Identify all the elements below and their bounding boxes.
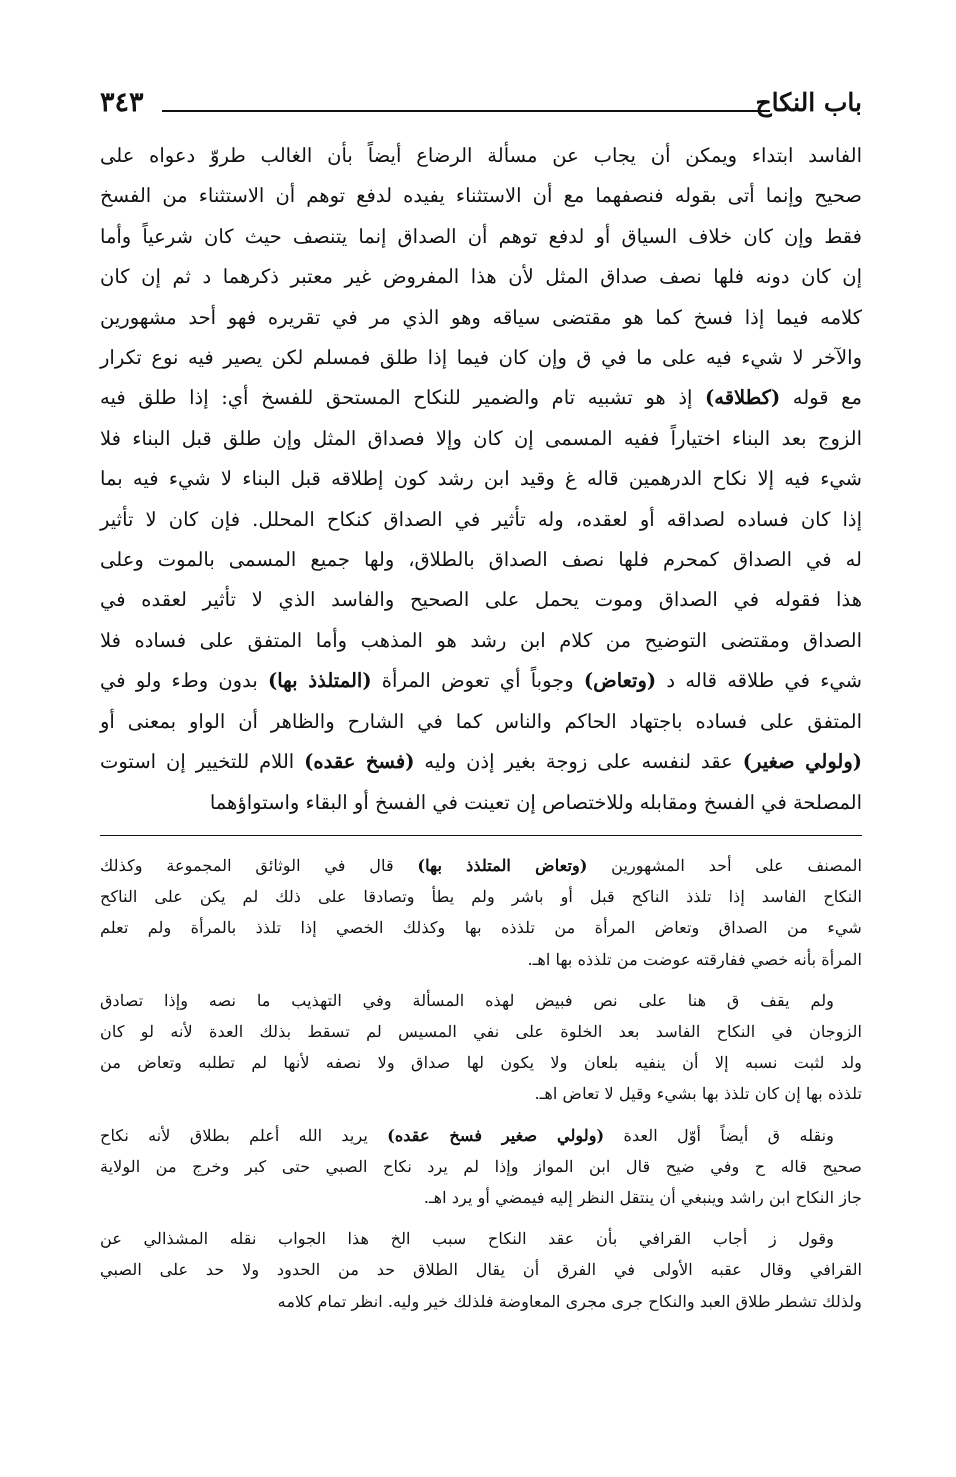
text-line (100, 985, 862, 1016)
note-paragraph (100, 985, 862, 1110)
note-paragraph (100, 1223, 862, 1317)
text-line (100, 1182, 862, 1213)
text-line (100, 850, 862, 881)
text-line (100, 459, 862, 499)
text-line (100, 540, 862, 580)
text-run: وجوباً أي تعوض المرأة (371, 669, 584, 693)
text-run: الفاسد ابتداء ويمكن أن يجاب عن مسألة الرضاع أيضاً بأن الغالب طروّ دعواه على (100, 144, 862, 167)
text-line (100, 1047, 862, 1078)
text-run: ولذلك تشطر طلاق العبد والنكاح جرى مجرى المعاوضة فلذلك خير وليه. انظر تمام كلامه (277, 1291, 862, 1311)
bold-lemma: (وتعاض المتلذذ بها) (417, 855, 588, 875)
text-run: النكاح الفاسد إذا تلذذ الناكح قبل أو باشر ولم يطأ وتصادقا على ذلك لم يكن على الناكح (100, 887, 862, 907)
running-header (100, 84, 862, 124)
text-run: إذ هو تشبيه تام والضمير للنكاح المستحق للفسخ أي: إذا طلق فيه (100, 386, 706, 410)
text-run: ولم يقف ق هنا على نص فبيض لهذه المسألة وفي التهذيب ما نصه وإذا تصادق (100, 990, 834, 1010)
text-run: هذا فقوله في الصداق وموت يحمل على الصحيح والفاسد الذي لا تأثير لعقده في (100, 588, 862, 612)
text-line (100, 1254, 862, 1285)
text-line (100, 338, 862, 378)
text-run: ولد لثبت نسبه إلا أن ينفيه بلعان ولا يكون لها صداق ولا نصفه لأنها لم تطلبه وتعاض من (100, 1053, 862, 1073)
text-run: فقط وإن كان خلاف السياق أو لدفع توهم أن الصداق إنما يتنصف حيث كان شرعياً وأما (100, 224, 862, 248)
text-run: إذا كان فساده لصداقه أو لعقده، وله تأثير في الصداق كنكاح المحلل. فإن كان لا تأثير (100, 507, 862, 531)
text-run: جاز النكاح ابن راشد وينبغي أن ينتقل النظر إليه فيمضي أو يرد اهـ. (423, 1187, 862, 1207)
footnote-divider (100, 835, 862, 836)
text-run: شيء من الصداق وتعاض المرأة من تلذذه بها وكذلك الخصي إذا تلذذ بالمرأة ولم تعلم (100, 918, 862, 938)
text-line (100, 136, 862, 176)
text-line (100, 1223, 862, 1254)
bold-lemma: (ولولي صغير) (742, 750, 862, 774)
text-line (100, 378, 862, 418)
text-line (100, 419, 862, 459)
text-run: عقد لنفسه على زوجة بغير إذن وليه (414, 750, 743, 774)
bold-lemma: (ولولي صغير فسخ عقده) (387, 1125, 605, 1145)
page-number: ٣٤٣ (100, 87, 144, 118)
text-line (100, 257, 862, 297)
text-line (100, 1016, 862, 1047)
text-run: بدون وطء ولو في (100, 669, 269, 693)
text-run: شيء فيه إلا نكاح الدرهمين قاله غ وقيد ابن رشد كون إطلاقه قبل البناء لا شيء فيه بما (100, 467, 862, 491)
text-line (100, 621, 862, 661)
commentary-notes (100, 850, 862, 1317)
text-line (100, 500, 862, 540)
text-line (100, 1151, 862, 1182)
text-run: إن كان دونه فلها نصف صداق المثل لأن هذا المفروض غير معتبر ذكرهما د ثم إن كان (100, 265, 862, 289)
bold-lemma: (فسخ عقده) (304, 750, 415, 774)
text-run: الزوج بعد البناء اختياراً ففيه المسمى إن كان وإلا فصداق المثل وإن طلق قبل البناء فلا (100, 426, 862, 450)
note-paragraph (100, 1120, 862, 1214)
text-line (100, 298, 862, 338)
text-run: الزوجان في النكاح الفاسد بعد الخلوة على نفي المسيس لم تسقط بذلك العدة لأنه لو كان (100, 1021, 862, 1041)
text-line (100, 176, 862, 216)
bold-lemma: (وتعاض) (583, 669, 657, 693)
text-run: تلذذه بها إن كان تلذذ بها بشيء وقيل لا تعاض اهـ. (534, 1084, 862, 1104)
bold-lemma: (المتلذذ بها) (268, 669, 372, 693)
text-line (100, 944, 862, 975)
text-run: يريد الله أعلم بطلاق لأنه نكاح (100, 1125, 388, 1145)
text-run: صحيح قاله ح وفي ضيح قال ابن المواز وإذا لم يرد نكاح الصبي حتى كبر وخرج من الولاية (100, 1156, 862, 1176)
note-paragraph (100, 850, 862, 975)
text-run: المرأة بأنه خصي ففارقته عوضت من تلذذه بها اهـ. (527, 949, 862, 969)
text-line (100, 742, 862, 782)
text-run: كلامه فيما إذا فسخ كما هو مقتضى سياقه وهو الذي مر في تقريره فهو أحد مشهورين (100, 305, 862, 329)
text-line (100, 783, 862, 823)
text-line (100, 881, 862, 912)
text-run: قال في الوثائق المجموعة وكذلك (100, 855, 418, 875)
text-run: المصنف على أحد المشهورين (587, 855, 862, 875)
text-line (100, 661, 862, 701)
text-line (100, 1120, 862, 1151)
text-run: ونقله ق أيضاً أوّل العدة (604, 1125, 834, 1145)
text-run: القرافي وقال عقبه الأولى في الفرق أن يقال الطلاق حد من الحدود ولا حد على الصبي (100, 1260, 862, 1280)
text-run: اللام للتخيير إن استوت (100, 750, 305, 774)
text-run: مع قوله (780, 386, 863, 410)
text-line (100, 702, 862, 742)
text-line (100, 912, 862, 943)
chapter-title: باب النكاح (755, 88, 862, 117)
text-line (100, 1078, 862, 1109)
book-page (100, 84, 862, 1327)
text-run: المتفق على فساده باجتهاد الحاكم والناس كما في الشارح والظاهر أن الواو بمعنى أو (100, 709, 862, 733)
text-line (100, 1286, 862, 1317)
text-run: وقول ز أجاب القرافي بأن عقد النكاح سبب الخ هذا الجواب نقله المشذالي عن (100, 1229, 834, 1249)
main-text (100, 136, 862, 823)
header-rule (162, 110, 770, 112)
text-run: صحيح وإنما أتى بقوله فنصفهما مع أن الاستثناء يفيده لدفع توهم أن الاستثناء من الفسخ (100, 184, 862, 208)
bold-lemma: (كطلاقه) (705, 386, 781, 410)
text-line (100, 580, 862, 620)
text-run: المصلحة في الفسخ ومقابله وللاختصاص إن تعينت في الفسخ أو البقاء واستواؤهما (209, 790, 862, 814)
text-run: له في الصداق كمحرم فلها نصف الصداق بالطلاق، ولها جميع المسمى بالموت وعلى (100, 548, 862, 572)
text-run: والآخر لا شيء فيه على ما في ق وإن كان فيما إذا طلق فمسلم لكن يصير فيه نوع تكرار (100, 346, 862, 370)
text-run: الصداق ومقتضى التوضيح من كلام ابن رشد هو المذهب وأما المتفق على فساده فلا (100, 628, 862, 652)
text-line (100, 217, 862, 257)
text-run: شيء في طلاقه قاله د (656, 669, 862, 693)
